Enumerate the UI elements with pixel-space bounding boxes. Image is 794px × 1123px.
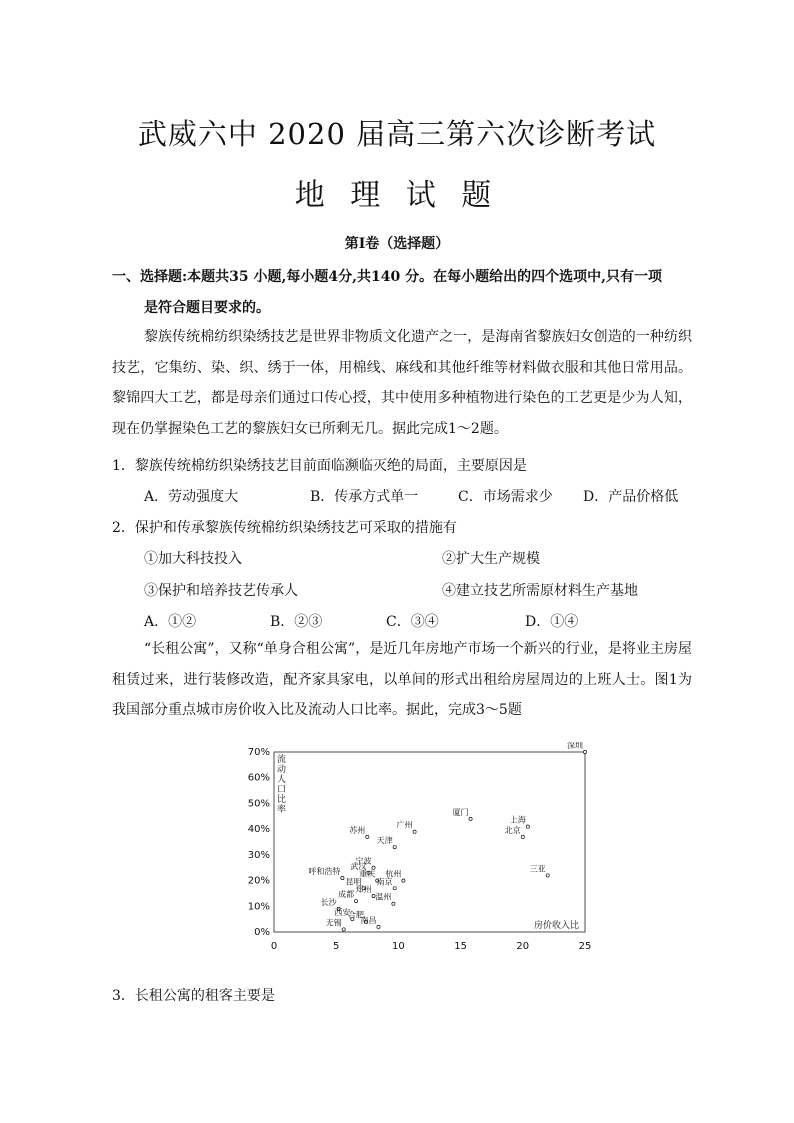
point-label: 合肥 (348, 910, 365, 920)
x-axis-title: 房价收入比 (533, 921, 579, 931)
data-point (355, 900, 358, 903)
section-instruction-1: 一、选择题:本题共35 小题,每小题4分,共140 分。在每小题给出的四个选项中,只有一项 (112, 269, 662, 285)
point-label: 南昌 (360, 915, 377, 925)
data-point (393, 887, 396, 890)
point-label: 西安 (334, 908, 351, 918)
point-label: 上海 (509, 815, 526, 825)
data-point (393, 846, 396, 849)
data-point (366, 835, 369, 838)
y-tick-label: 20% (247, 875, 270, 887)
data-point (402, 879, 405, 882)
data-point (521, 835, 524, 838)
y-tick-label: 30% (247, 849, 270, 861)
q2-option-c: C．③④ (386, 614, 439, 630)
data-point (341, 876, 344, 879)
scatter-chart (236, 742, 602, 964)
passage-1: 黎族传统棉纺织染绣技艺是世界非物质文化遗产之一，是海南省黎族妇女创造的一种纺织技艺，它集纺、染、织、绣于一体，用棉线、麻线和其他纤维等材料做衣服和其他日常用品。黎锦四大工艺，都是母亲们通过口传心授，其中使用多种植物进行染色的工艺更是少为人知，现在仍掌握染色工艺的黎族妇女已所剩无几。据此完成1～2题。 (112, 329, 692, 437)
y-axis-title-char: 口 (277, 785, 287, 795)
y-axis-title-char: 流 (277, 755, 287, 765)
q2-item-4: ④建立技艺所需原材料生产基地 (442, 583, 638, 599)
point-label: 郑州 (355, 885, 372, 894)
x-tick-label: 10 (392, 941, 405, 952)
point-label: 呼和浩特 (308, 867, 341, 876)
point-label: 宁波 (355, 856, 372, 866)
q2-item-3: ③保护和培养技艺传承人 (144, 583, 298, 599)
point-label: 深圳 (567, 742, 583, 750)
point-label: 苏州 (349, 825, 366, 835)
y-axis-title-char: 动 (277, 765, 287, 775)
data-point (526, 825, 529, 828)
q1-option-b: B．传承方式单一 (310, 489, 419, 505)
point-label: 南京 (376, 877, 393, 887)
data-point (392, 902, 395, 905)
point-label: 厦门 (452, 807, 469, 817)
q2-option-d: D．①④ (525, 614, 579, 630)
point-label: 温州 (375, 892, 392, 902)
y-tick-label: 70% (247, 747, 270, 758)
data-point (413, 830, 416, 833)
y-axis-title-char: 率 (277, 805, 287, 815)
question-3-stem: 3．长租公寓的租客主要是 (112, 988, 275, 1004)
data-point (469, 817, 472, 820)
y-tick-label: 0% (254, 927, 270, 938)
q2-item-1: ①加大科技投入 (144, 551, 242, 567)
y-tick-label: 50% (247, 798, 270, 810)
y-tick-label: 10% (247, 901, 270, 913)
point-label: 长沙 (320, 897, 337, 907)
point-label: 北京 (504, 825, 521, 835)
question-2-stem: 2．保护和传承黎族传统棉纺织染绣技艺可采取的措施有 (112, 520, 457, 536)
y-tick-label: 60% (247, 772, 270, 784)
data-point (546, 874, 549, 877)
point-label: 重庆 (359, 869, 376, 879)
data-point (377, 925, 380, 928)
y-axis-title (277, 753, 286, 815)
y-axis-title-char: 比 (277, 795, 287, 805)
x-tick-label: 15 (454, 941, 467, 952)
q2-option-b: B．②③ (270, 614, 323, 630)
q2-option-a: A．①② (144, 614, 197, 630)
x-tick-label: 20 (516, 941, 530, 952)
point-label: 无锡 (325, 918, 342, 928)
y-tick-label: 40% (247, 824, 270, 836)
point-label: 成都 (338, 890, 355, 900)
q1-option-d: D．产品价格低 (583, 489, 679, 505)
subject-title: 地 理 试 题 (294, 178, 500, 213)
section-instruction-2: 是符合题目要求的。 (144, 300, 270, 316)
point-label: 武汉 (350, 861, 367, 871)
point-label: 三亚 (529, 864, 546, 874)
x-tick-label: 0 (270, 941, 278, 952)
exam-title: 武威六中 2020 届高三第六次诊断考试 (137, 117, 657, 151)
point-label: 昆明 (345, 877, 362, 887)
point-label: 广州 (396, 820, 413, 830)
q2-item-2: ②扩大生产规模 (442, 551, 540, 567)
point-label: 杭州 (385, 869, 402, 879)
y-axis-title-char: 人 (277, 775, 287, 785)
q1-option-a: A．劳动强度大 (144, 489, 239, 505)
data-point (583, 750, 586, 753)
volume-heading: 第Ⅰ卷（选择题） (344, 236, 450, 252)
q1-option-c: C．市场需求少 (458, 489, 553, 505)
point-label: 天津 (376, 836, 393, 846)
x-tick-label: 5 (333, 941, 340, 952)
x-tick-label: 25 (578, 941, 592, 952)
passage-2: “长租公寓”，又称“单身合租公寓”，是近几年房地产市场一个新兴的行业，是将业主房屋租赁过来，进行装修改造，配齐家具家电，以单间的形式出租给房屋周边的上班人士。图1为我国部分重点城市房价收入比及流动人口比率。据此，完成3～5题 (112, 641, 692, 719)
question-1-stem: 1．黎族传统棉纺织染绣技艺目前面临濒临灭绝的局面，主要原因是 (112, 458, 527, 474)
data-point (342, 928, 345, 931)
